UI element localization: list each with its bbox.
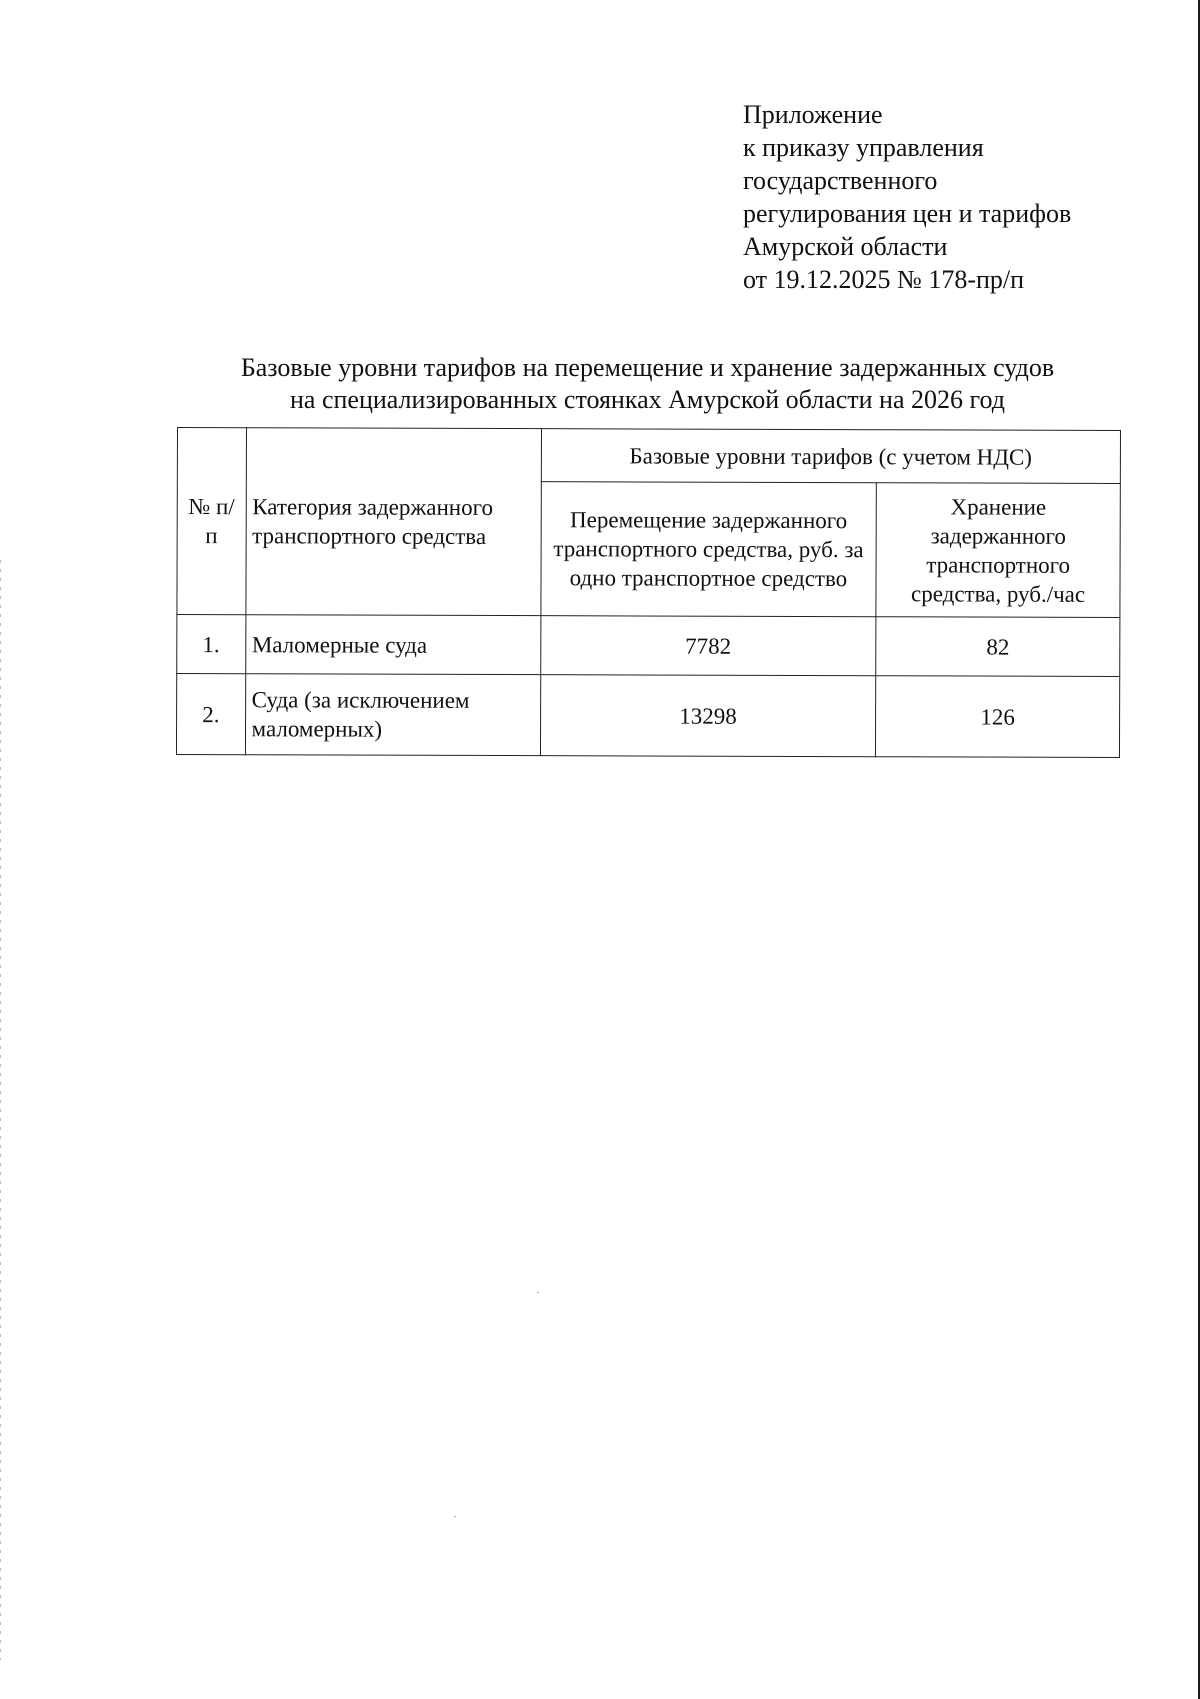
header-tariff-group: Базовые уровни тарифов (с учетом НДС) bbox=[541, 429, 1121, 484]
appendix-line: регулирования цен и тарифов bbox=[743, 199, 1072, 228]
row-storage-value: 126 bbox=[876, 676, 1120, 758]
appendix-line: Амурской области bbox=[743, 232, 948, 261]
appendix-line: к приказу управления bbox=[743, 133, 984, 162]
title-line: Базовые уровни тарифов на перемещение и хранение задержанных судов bbox=[240, 353, 1055, 382]
appendix-line: от 19.12.2025 № 178-пр/п bbox=[743, 265, 1025, 294]
row-movement-value: 7782 bbox=[540, 616, 876, 676]
title-line: на специализированных стоянках Амурской области на 2026 год bbox=[290, 385, 1005, 414]
document-title bbox=[170, 352, 1125, 416]
row-number: 1. bbox=[177, 615, 246, 674]
scan-dot bbox=[537, 1292, 539, 1293]
table-row bbox=[177, 615, 1120, 677]
row-storage-value: 82 bbox=[876, 617, 1120, 677]
scan-speckle bbox=[0, 560, 1, 1660]
header-movement: Перемещение задержанного транспортного средства, руб. за одно транспортное средство bbox=[541, 482, 877, 617]
header-category: Категория задержанного транспортного средства bbox=[245, 428, 541, 616]
row-number: 2. bbox=[176, 674, 245, 755]
appendix-block bbox=[743, 98, 1071, 296]
header-number: № п/п bbox=[177, 428, 246, 615]
row-category: Суда (за исключением маломерных) bbox=[245, 674, 540, 756]
row-category: Маломерные суда bbox=[245, 615, 540, 675]
appendix-line: государственного bbox=[743, 166, 938, 195]
row-movement-value: 13298 bbox=[540, 675, 876, 757]
scan-dot bbox=[454, 1516, 456, 1517]
tariff-table bbox=[176, 427, 1121, 758]
header-storage: Хранение задержанного транспортного средства, руб./час bbox=[876, 483, 1120, 618]
table-row bbox=[176, 674, 1119, 758]
appendix-line: Приложение bbox=[743, 100, 883, 129]
